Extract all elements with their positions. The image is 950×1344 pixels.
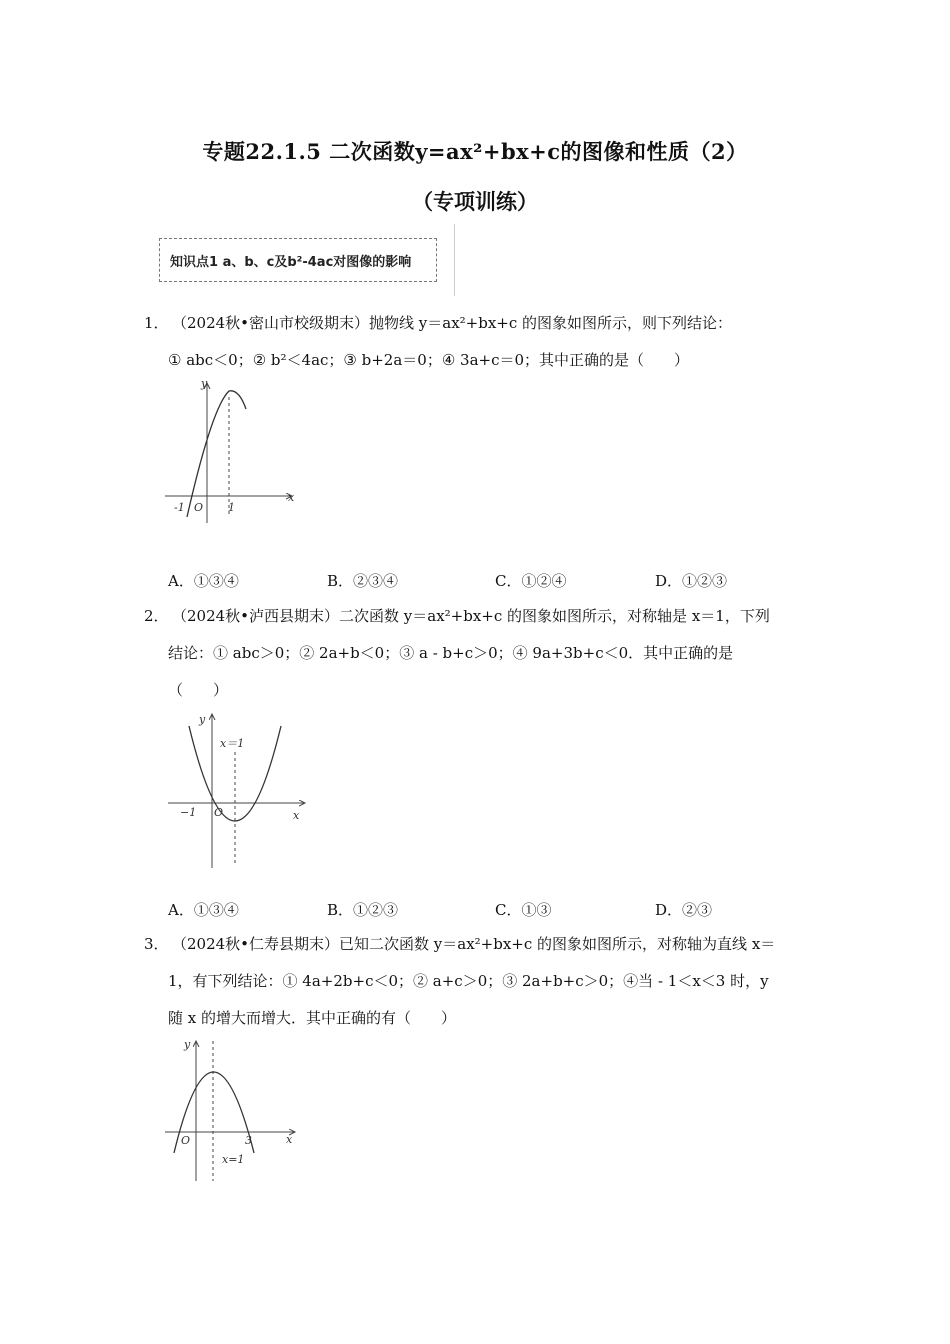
tick-neg1: -1 [174, 501, 185, 514]
y-label: y [199, 713, 206, 726]
tick-3: 3 [245, 1134, 252, 1147]
tick-1: 1 [228, 501, 235, 514]
question-2-graph [165, 706, 310, 871]
origin-label: O [181, 1134, 191, 1147]
x-label: x [288, 491, 295, 504]
question-2-stem: （2024秋•泸西县期末）二次函数 y＝ax²+bx+c 的图象如图所示，对称轴是 x＝1，下列 [172, 607, 770, 625]
tick-neg1: −1 [180, 806, 197, 819]
parabola-curve [187, 391, 246, 517]
question-2-option-a[interactable]: A．①③④ [168, 901, 239, 919]
question-1-statements: ① abc＜0；② b²＜4ac；③ b+2a＝0；④ 3a+c＝0；其中正确的是（ ） [168, 351, 690, 369]
symmetry-axis-label: x=1 [222, 1153, 245, 1166]
page-subtitle: （专项训练） [412, 189, 538, 214]
knowledge-point-box [159, 238, 437, 282]
x-label: x [286, 1133, 293, 1146]
question-2-number: 2． [144, 607, 169, 625]
knowledge-point-label: 知识点1 a、b、c及b²-4ac对图像的影响 [170, 254, 412, 270]
question-1-option-b[interactable]: B．②③④ [327, 572, 399, 590]
origin-label: O [214, 806, 224, 819]
page-title: 专题22.1.5 二次函数y=ax²+bx+c的图像和性质（2） [202, 139, 748, 164]
divider [454, 224, 455, 296]
question-2-statements: 结论：① abc＞0；② 2a+b＜0；③ a - b+c＞0；④ 9a+3b+c＜0．其中正确的是 [168, 644, 734, 662]
x-label: x [293, 809, 300, 822]
question-3-graph [160, 1035, 300, 1185]
question-1-number: 1． [144, 314, 169, 332]
question-2-bracket: （ ） [168, 681, 229, 699]
question-2-option-d[interactable]: D．②③ [655, 901, 713, 919]
question-1-option-c[interactable]: C．①②④ [495, 572, 567, 590]
question-2-option-b[interactable]: B．①②③ [327, 901, 399, 919]
y-label: y [201, 377, 208, 390]
origin-label: O [194, 501, 204, 514]
question-1-option-d[interactable]: D．①②③ [655, 572, 728, 590]
y-label: y [184, 1038, 191, 1051]
question-2-option-c[interactable]: C．①③ [495, 901, 552, 919]
question-3-number: 3． [144, 935, 169, 953]
question-3-stem: （2024秋•仁寿县期末）已知二次函数 y＝ax²+bx+c 的图象如图所示，对称轴为直线 x＝ [172, 935, 776, 953]
question-3-statements-cont: 随 x 的增大而增大．其中正确的有（ ） [168, 1009, 456, 1027]
question-1-stem: （2024秋•密山市校级期末）抛物线 y＝ax²+bx+c 的图象如图所示，则下列结论： [172, 314, 733, 332]
question-1-option-a[interactable]: A．①③④ [168, 572, 239, 590]
symmetry-axis-label: x＝1 [220, 737, 245, 750]
question-3-statements: 1，有下列结论：① 4a+2b+c＜0；② a+c＞0；③ 2a+b+c＞0；④当 - 1＜x＜3 时，y [168, 972, 769, 990]
question-1-graph [160, 375, 300, 525]
